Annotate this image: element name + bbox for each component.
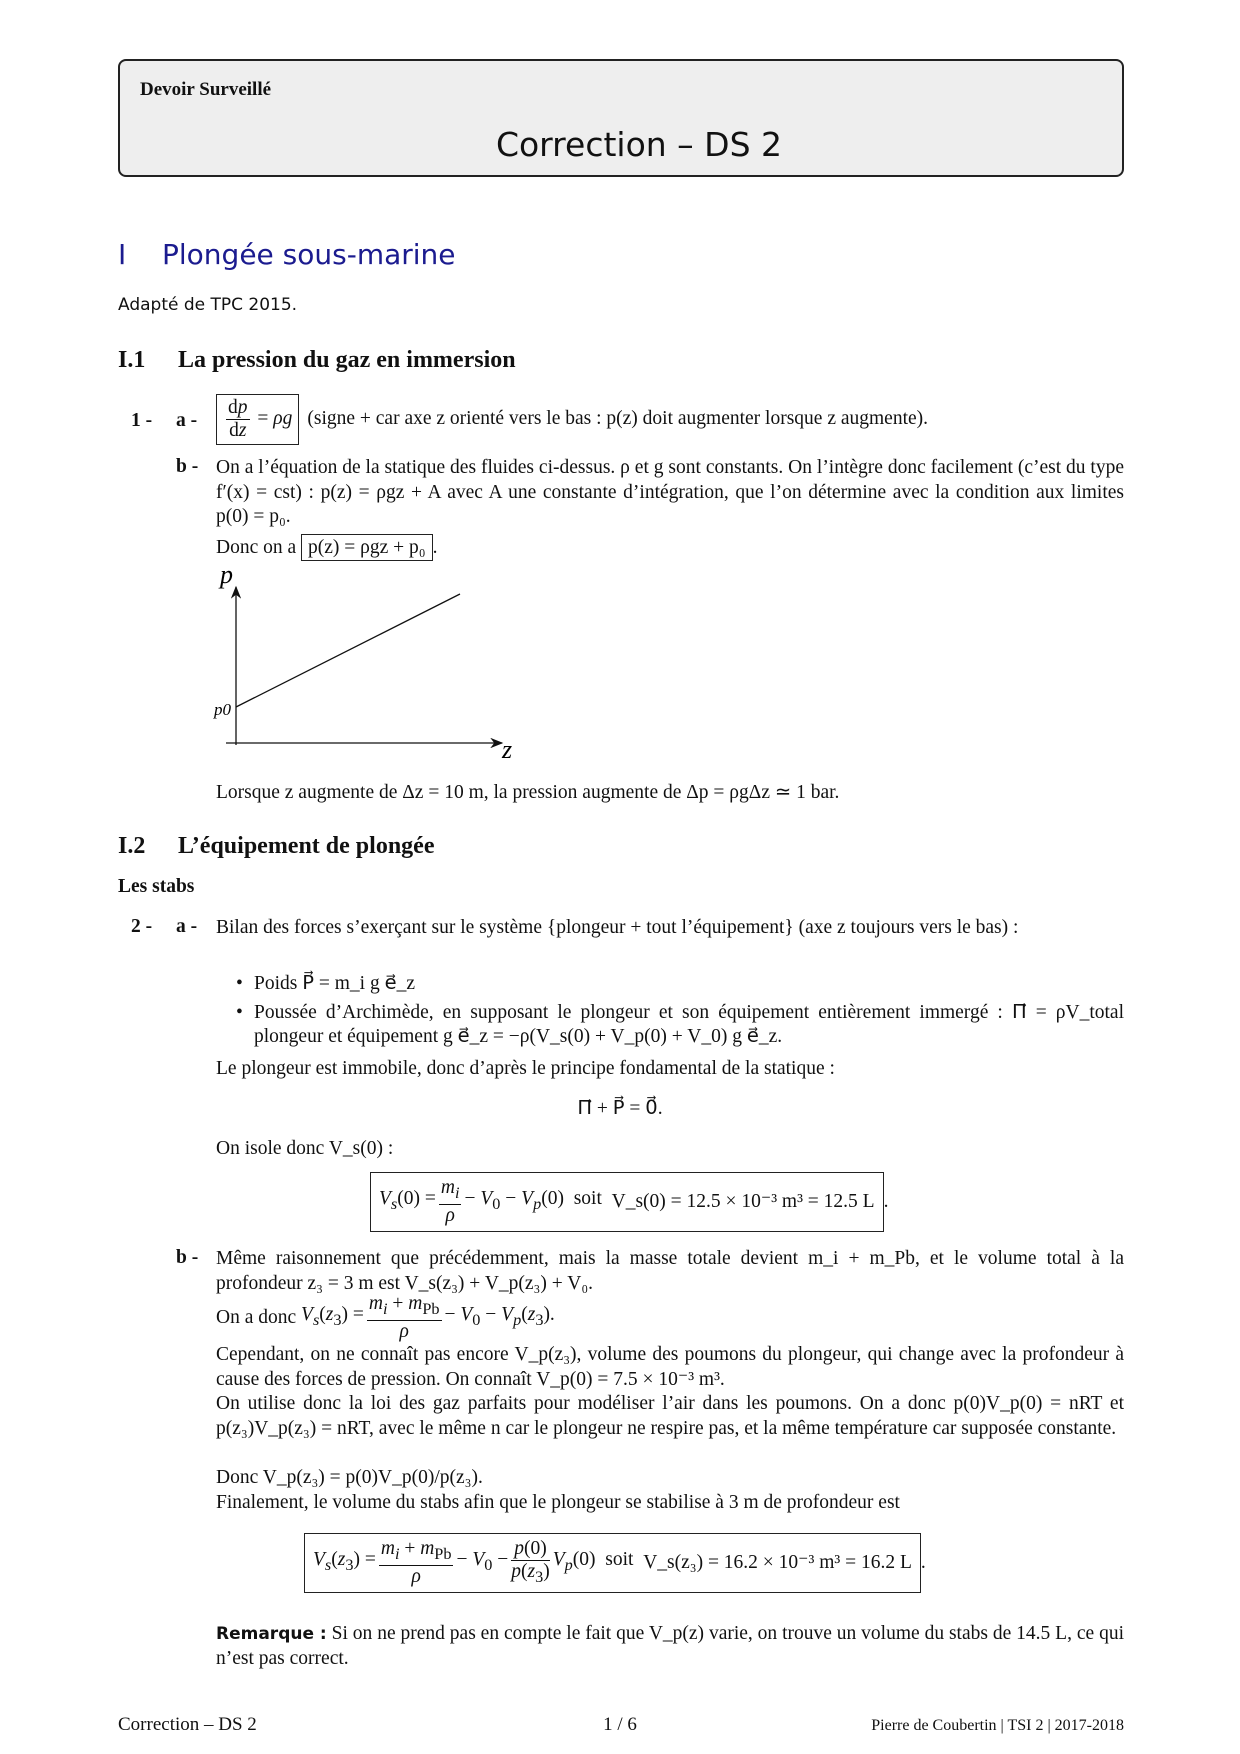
q2-b-label: b - bbox=[176, 1247, 199, 1268]
q1-a-text: (signe + car axe z orienté vers le bas : p(z) doit augmenter lorsque z augmente). bbox=[307, 408, 929, 430]
subsection-1 bbox=[118, 347, 516, 374]
subsection-2-number: I.2 bbox=[118, 833, 146, 859]
section-source: Adapté de TPC 2015. bbox=[118, 295, 298, 315]
q1-number: 1 - bbox=[131, 410, 153, 431]
q2-a-intro: Bilan des forces s’exerçant sur le système {plongeur + tout l’équipement} (axe z toujours vers le bas) : bbox=[216, 917, 1019, 938]
header-box bbox=[118, 59, 1124, 177]
q2-b-p1: Même raisonnement que précédemment, mais la masse totale devient m_i + m_Pb, et le volume total à la profondeur z₃ = 3 m est V_s(z₃) + V_p(z₃) + V₀. bbox=[216, 1248, 1124, 1294]
q1-b-text: On a l’équation de la statique des fluides ci-dessus. ρ et g sont constants. On l’intègre donc facilement (c’est du type f′(x) = cst) : p(z) = ρgz + A avec A une constante d’intégration, que l’on détermine avec la condition aux limites p(0) = p₀. bbox=[216, 457, 1124, 527]
force-list bbox=[232, 972, 1124, 1050]
footer-left: Correction – DS 2 bbox=[118, 1714, 257, 1735]
force-archimedes: • Poussée d’Archimède, en supposant le plongeur et son équipement entièrement immergé : Π⃗ = ρV_total plongeur et équipement g e⃗_z = −ρ(V_s(0) + V_p(0) + V_0) g e⃗_z. bbox=[232, 1001, 1124, 1050]
remark bbox=[216, 1622, 1124, 1671]
q2-b-p2: On a donc bbox=[216, 1306, 297, 1328]
q1-b-result-line: Donc on a p(z) = ρgz + p₀ . bbox=[216, 536, 437, 561]
y-axis-label: p bbox=[220, 565, 233, 589]
footer-right: Pierre de Coubertin | TSI 2 | 2017-2018 bbox=[871, 1717, 1124, 1734]
section-name: Plongée sous-marine bbox=[162, 238, 456, 271]
remark-label: Remarque : bbox=[216, 1624, 327, 1644]
q1-b-intro: Donc on a bbox=[216, 537, 297, 558]
section-title bbox=[118, 238, 456, 271]
q1-a-formula: $\frac{dp}{dz}$ = ρg bbox=[216, 394, 299, 445]
q2-number: 2 - bbox=[131, 916, 153, 937]
pressure-line bbox=[236, 594, 460, 707]
stabs-heading: Les stabs bbox=[118, 876, 195, 897]
q2-b-p2-line: On a donc $V_s(z_3)$ = $\frac{m_i + m_{Pb}}{\rho}$ − $V_0 - V_p(z_3)$. bbox=[216, 1293, 555, 1342]
section-number: I bbox=[118, 238, 127, 271]
result-b-box: $V_s(z_3)$ = $\frac{m_i + m_{Pb}}{\rho}$ − $V_0$ − $\frac{p(0)}{p(z_3)}$ $V_p(0)$ soit V_s(z₃) = 16.2 × 10⁻³ m³ = 16.2 L bbox=[304, 1533, 921, 1593]
p0-label: p0 bbox=[214, 700, 231, 719]
q2-b-p6: Finalement, le volume du stabs afin que le plongeur se stabilise à 3 m de profondeur est bbox=[216, 1492, 900, 1513]
result-b-line: $V_s(z_3)$ = $\frac{m_i + m_{Pb}}{\rho}$ − $V_0$ − $\frac{p(0)}{p(z_3)}$ $V_p(0)$ soit V_s(z₃) = 16.2 × 10⁻³ m³ = 16.2 L . bbox=[304, 1533, 926, 1593]
subsection-2-title: L’équipement de plongée bbox=[178, 833, 435, 859]
force-weight: • Poids P⃗ = m_i g e⃗_z bbox=[232, 972, 1124, 997]
isolate-text: On isole donc V_s(0) : bbox=[216, 1138, 394, 1159]
q1-a-label: a - bbox=[176, 410, 198, 431]
result-a-line: $V_s(0)$ = $\frac{m_i}{\rho}$ − $V_0 - V_p(0)$ soit V_s(0) = 12.5 × 10⁻³ m³ = 12.5 L . bbox=[370, 1172, 888, 1232]
q1-b-label: b - bbox=[176, 456, 199, 477]
header-label: Devoir Surveillé bbox=[140, 79, 272, 100]
subsection-2 bbox=[118, 833, 434, 860]
q1-a-line bbox=[216, 394, 928, 445]
x-axis-label: z bbox=[502, 735, 513, 764]
q1-conclusion: Lorsque z augmente de Δz = 10 m, la pression augmente de Δp = ρgΔz ≃ 1 bar. bbox=[216, 782, 840, 803]
pressure-graph bbox=[210, 565, 530, 765]
subsection-1-title: La pression du gaz en immersion bbox=[178, 347, 516, 373]
remark-text: Si on ne prend pas en compte le fait que V_p(z) varie, on trouve un volume du stabs de 14.5 L, ce qui n’est pas correct. bbox=[216, 1623, 1124, 1669]
result-a-box: $V_s(0)$ = $\frac{m_i}{\rho}$ − $V_0 - V_p(0)$ soit V_s(0) = 12.5 × 10⁻³ m³ = 12.5 L bbox=[370, 1172, 884, 1232]
result-a-value: V_s(0) = 12.5 × 10⁻³ m³ = 12.5 L bbox=[611, 1190, 875, 1212]
q1-b-result: p(z) = ρgz + p₀ bbox=[301, 534, 433, 561]
static-text: Le plongeur est immobile, donc d’après le principe fondamental de la statique : bbox=[216, 1058, 835, 1079]
header-title: Correction – DS 2 bbox=[495, 125, 782, 164]
footer-page: 1 / 6 bbox=[603, 1714, 637, 1735]
equilibrium-eq: Π⃗ + P⃗ = 0⃗. bbox=[577, 1098, 663, 1119]
q2-b-p3: Cependant, on ne connaît pas encore V_p(z₃), volume des poumons du plongeur, qui change avec la profondeur à cause des forces de pression. On connaît V_p(0) = 7.5 × 10⁻³ m³. bbox=[216, 1344, 1124, 1390]
q2-b-p4: On utilise donc la loi des gaz parfaits pour modéliser l’air dans les poumons. On a donc p(0)V_p(0) = nRT et p(z₃)V_p(z₃) = nRT, avec le même n car le plongeur ne respire pas, et la même température car supposée constante. bbox=[216, 1393, 1124, 1439]
q2-b-p5: Donc V_p(z₃) = p(0)V_p(0)/p(z₃). bbox=[216, 1467, 483, 1488]
q2-a-label: a - bbox=[176, 916, 198, 937]
result-b-value: V_s(z₃) = 16.2 × 10⁻³ m³ = 16.2 L bbox=[643, 1551, 912, 1573]
subsection-1-number: I.1 bbox=[118, 347, 146, 373]
